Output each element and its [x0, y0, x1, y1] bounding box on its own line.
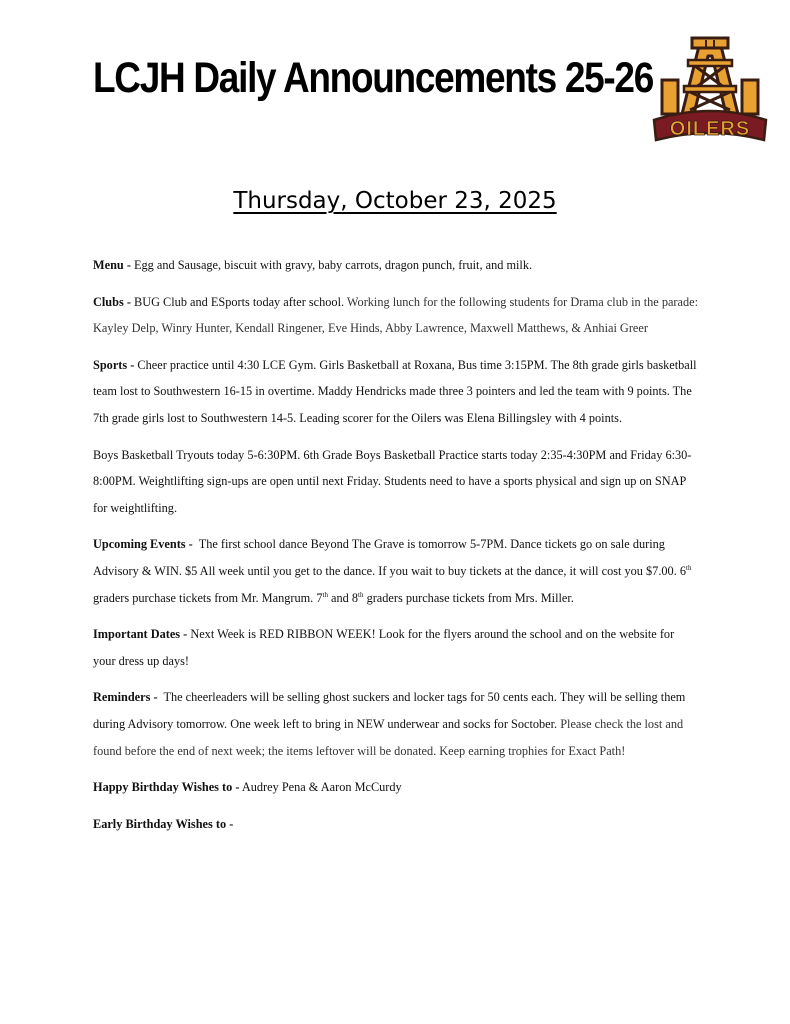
clubs-text: BUG Club and ESports today after school.	[134, 294, 345, 309]
clubs-section	[93, 289, 699, 342]
grade-7: 7	[316, 590, 323, 605]
birthdays-label: Happy Birthday Wishes to -	[93, 780, 240, 795]
dates-label: Important Dates -	[93, 627, 188, 642]
grade-6: 6	[679, 563, 686, 578]
events-section	[93, 531, 699, 611]
early-birthdays-label: Early Birthday Wishes to -	[93, 816, 234, 831]
reminders-section	[93, 684, 699, 764]
derrick-icon	[662, 38, 758, 114]
events-text: The first school dance Beyond The Grave is tomorrow 5-7PM. Dance tickets go on sale during Advisory & WIN. $5 All week until you get to the dance. If you wait to buy tickets at the dance, it will cost you $7.00.	[93, 537, 677, 578]
menu-text: Egg and Sausage, biscuit with gravy, baby carrots, dragon punch, fruit, and milk.	[134, 258, 533, 272]
logo-wordmark: OILERS	[669, 118, 751, 140]
announcements-body	[93, 252, 699, 847]
sports-text: Cheer practice until 4:30 LCE Gym. Girls Basketball at Roxana, Bus time 3:15PM. The 8th grade girls basketball team lost to Southwestern 16-15 in overtime. Maddy Hendricks made three 3 pointers and led the team with 9 points. The 7th grade girls lost to Southwestern 14-5. Leading scorer for the Oilers was Elena Billingsley with 4 points.	[93, 357, 697, 425]
page-title: LCJH Daily Announcements 25-26	[93, 54, 653, 102]
sports-section	[93, 352, 699, 432]
clubs-label: Clubs -	[93, 294, 131, 309]
grade-8: 8	[351, 590, 359, 605]
grade-6-suffix: th	[686, 563, 692, 572]
events-6th-text: graders purchase tickets from Mr. Mangrum.	[93, 590, 314, 605]
sports-label: Sports -	[93, 357, 135, 372]
date-heading: Thursday, October 23, 2025	[233, 188, 557, 214]
grade-8-suffix: th	[358, 590, 364, 599]
menu-label: Menu -	[93, 258, 131, 272]
events-and: and	[331, 590, 349, 605]
menu-section	[93, 252, 699, 279]
dates-text: Next Week is RED RIBBON WEEK! Look for the flyers around the school and on the website for your dress up days!	[93, 627, 675, 668]
tryouts-text: Boys Basketball Tryouts today 5-6:30PM. 6th Grade Boys Basketball Practice starts today 2:35-4:30PM and Friday 6:30-8:00PM. Weightlifting sign-ups are open until next Friday. Students need to have a sports physical and sign up on SNAP for weightlifting.	[93, 447, 692, 515]
grade-7-suffix: th	[322, 590, 328, 599]
tryouts-section	[93, 442, 699, 522]
events-78th-text: graders purchase tickets from Mrs. Miller.	[366, 590, 574, 605]
clubs-drama-text: Working lunch for the following students for Drama club in the parade: Kayley Delp, Winry Hunter, Kendall Ringener, Eve Hinds, Abby Lawrence, Maxwell Matthews, & Anhiai Greer	[93, 294, 699, 336]
reminders-label: Reminders -	[93, 690, 158, 705]
birthdays-section	[93, 774, 699, 801]
reminders-text: The cheerleaders will be selling ghost suckers and locker tags for 50 cents each. They will be selling them during Advisory tomorrow. One week left to bring in NEW underwear and socks for Soctober.	[93, 690, 686, 731]
early-birthdays-section	[93, 811, 699, 838]
dates-section	[93, 621, 699, 674]
events-label: Upcoming Events -	[93, 537, 193, 552]
oilers-derrick-logo	[648, 36, 772, 142]
birthdays-text: Audrey Pena & Aaron McCurdy	[241, 780, 402, 795]
reminders-lost-found-text: Please check the lost and found before the end of next week; the items leftover will be donated. Keep earning trophies for Exact Path!	[93, 716, 684, 758]
